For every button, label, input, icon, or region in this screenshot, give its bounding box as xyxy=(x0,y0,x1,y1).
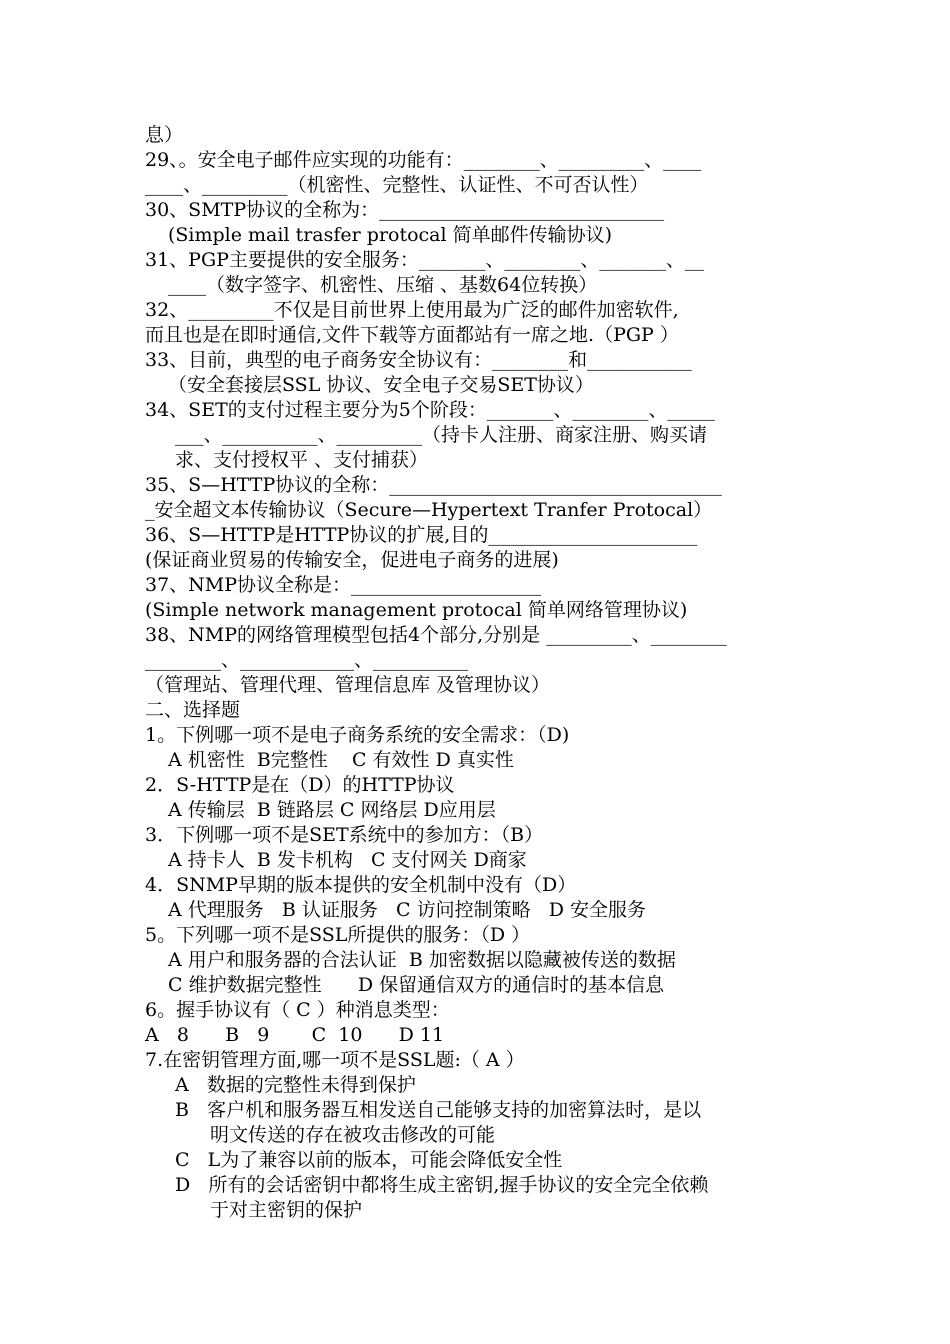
text-line: ____（数字签字、机密性、压缩 、基数64位转换） xyxy=(168,274,598,296)
text-line: 33、目前，典型的电子商务安全协议有：________和___________ xyxy=(145,349,692,371)
text-line: 38、NMP的网络管理模型包括4个部分,分别是 _________、________ xyxy=(145,624,727,646)
text-line: 于对主密钥的保护 xyxy=(210,1199,363,1221)
text-line: A 数据的完整性未得到保护 xyxy=(175,1074,416,1096)
text-line: A 用户和服务器的合法认证 B 加密数据以隐藏被传送的数据 xyxy=(168,949,676,971)
text-line: 34、SET的支付过程主要分为5个阶段：_______、________、_____ xyxy=(145,399,715,421)
text-line: 30、SMTP协议的全称为：______________________________ xyxy=(145,199,665,221)
text-line: ________、____________、__________ xyxy=(145,649,469,671)
text-line: 31、PGP主要提供的安全服务：_______、________、_______、__ xyxy=(145,249,704,271)
text-line: 5。下列哪一项不是SSL所提供的服务：（D ） xyxy=(145,924,531,946)
text-line: 求、支付授权平 、支付捕获） xyxy=(175,449,429,471)
text-line: C L为了兼容以前的版本，可能会降低安全性 xyxy=(175,1149,563,1171)
text-line: (Simple network management protocal 简单网络管理协议) xyxy=(145,599,688,621)
text-line: 32、_________不仅是目前世界上使用最为广泛的邮件加密软件, xyxy=(145,299,679,321)
text-line: 息） xyxy=(145,124,184,146)
text-line: 2．S-HTTP是在（D）的HTTP协议 xyxy=(145,774,455,796)
text-line: （管理站、管理代理、管理信息库 及管理协议） xyxy=(145,674,551,696)
text-line: 4．SNMP早期的版本提供的安全机制中没有（D） xyxy=(145,874,577,896)
text-line: D 所有的会话密钥中都将生成主密钥,握手协议的安全完全依赖 xyxy=(175,1174,709,1196)
text-line: A 持卡人 B 发卡机构 C 支付网关 D商家 xyxy=(168,849,527,871)
text-line: ____、_________（机密性、完整性、认证性、不可否认性） xyxy=(145,174,649,196)
text-line: 3．下例哪一项不是SET系统中的参加方：（B） xyxy=(145,824,544,846)
text-line: A 8 B 9 C 10 D 11 xyxy=(145,1024,445,1046)
text-line: 6。握手协议有（ C ）种消息类型： xyxy=(145,999,450,1021)
text-line: 29、。安全电子邮件应实现的功能有：________、_________、____ xyxy=(145,149,702,171)
text-line: 1。下例哪一项不是电子商务系统的安全需求：（D) xyxy=(145,724,570,746)
text-line: A 机密性 B完整性 C 有效性 D 真实性 xyxy=(168,749,514,771)
text-line: （安全套接层SSL 协议、安全电子交易SET协议） xyxy=(168,374,594,396)
text-line: _安全超文本传输协议（Secure—Hypertext Tranfer Protocal） xyxy=(145,499,713,521)
text-line: 35、S—HTTP协议的全称：___________________________________ xyxy=(145,474,722,496)
text-line: A 代理服务 B 认证服务 C 访问控制策略 D 安全服务 xyxy=(168,899,646,921)
text-line: 而且也是在即时通信,文件下载等方面都站有一席之地.（PGP ） xyxy=(145,324,679,346)
text-line: (Simple mail trasfer protocal 简单邮件传输协议) xyxy=(168,224,613,246)
text-line: B 客户机和服务器互相发送自己能够支持的加密算法时，是以 xyxy=(175,1099,702,1121)
text-line: C 维护数据完整性 D 保留通信双方的通信时的基本信息 xyxy=(168,974,665,996)
text-line: (保证商业贸易的传输安全，促进电子商务的进展) xyxy=(145,549,559,571)
text-line: A 传输层 B 链路层 C 网络层 D应用层 xyxy=(168,799,496,821)
text-line: 36、S—HTTP是HTTP协议的扩展,目的______________________ xyxy=(145,524,698,546)
text-line: 明文传送的存在被攻击修改的可能 xyxy=(210,1124,496,1146)
text-line: 二、选择题 xyxy=(145,699,241,721)
text-line: 37、NMP协议全称是：____________________ xyxy=(145,574,542,596)
text-line: 7.在密钥管理方面,哪一项不是SSL题:（ A ） xyxy=(145,1049,525,1071)
text-line: ___、__________、_________（持卡人注册、商家注册、购买请 xyxy=(175,424,708,446)
